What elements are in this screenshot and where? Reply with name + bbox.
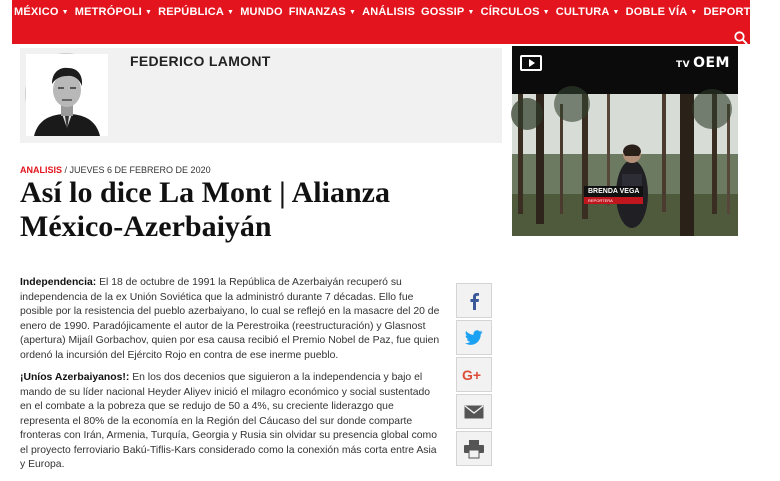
nav-item-metrópoli[interactable] bbox=[73, 6, 156, 18]
nav-item-méxico[interactable] bbox=[12, 6, 73, 18]
lower-third-role: REPORTERA bbox=[584, 197, 643, 204]
nav-item-república[interactable] bbox=[156, 6, 238, 18]
paragraph-text: En los dos decenios que siguieron a la independencia y bajo el mando de su líder nacional Heyder Aliyev inició el milagro económico y social sustentado en el combate a la pobreza que se redujo de 50 a 4%, su creciente liderazgo que representa el 80% de la economía en la Región del Cáucaso del sur donde comparte fronteras con Irán, Armenia, Turquía, Georgia y Rusia sin olvidar su presencia global como el proyecto ferroviario Bakú-Tiflis-Kars considerado como la conexión más corta entre Asia y Europa. bbox=[20, 372, 437, 470]
nav-item-cultura[interactable] bbox=[554, 6, 624, 18]
paragraph-lead: Independencia: bbox=[20, 277, 97, 288]
svg-text:G+: G+ bbox=[462, 366, 482, 383]
article-title: Así lo dice La Mont | Alianza México-Azerbaiyán bbox=[20, 176, 390, 243]
nav-item-label: MÉXICO bbox=[14, 6, 59, 18]
facebook-icon bbox=[467, 292, 481, 310]
nav-item-label: CULTURA bbox=[555, 6, 610, 18]
author-name[interactable]: FEDERICO LAMONT bbox=[130, 53, 271, 69]
main-nav bbox=[12, 0, 776, 44]
nav-item-gossip[interactable] bbox=[419, 6, 479, 18]
chevron-down-icon: ▼ bbox=[690, 8, 698, 16]
paragraph-text: El 18 de octubre de 1991 la República de Azerbaiyán recuperó su independencia de la ex Unión Soviética que la administró durante 7 décadas. Ello fue posible por la resistencia del pueblo azerbaiyano, lo cual se reflejó en la masacre del 20 de enero de 1990. Paradójicamente el autor de la Perestroika (reestructuración) y Glasnost (apertura) Mijaíl Gorbachov, quien por esa causa recibió el Premio Nobel de Paz, fue quien ordenó la incursión del Ejército Rojo en contra de ese inerme pueblo. bbox=[20, 277, 440, 361]
search-icon[interactable] bbox=[734, 31, 748, 45]
email-icon bbox=[464, 405, 484, 419]
chevron-down-icon: ▼ bbox=[467, 8, 475, 16]
author-avatar[interactable] bbox=[25, 53, 107, 135]
nav-item-finanzas[interactable] bbox=[287, 6, 360, 18]
chevron-down-icon: ▼ bbox=[227, 8, 235, 16]
chevron-down-icon: ▼ bbox=[61, 8, 69, 16]
video-frame bbox=[512, 94, 738, 236]
article-date: / JUEVES 6 DE FEBRERO DE 2020 bbox=[64, 165, 211, 175]
nav-item-label: DOBLE VÍA bbox=[625, 6, 688, 18]
google-plus-icon bbox=[462, 367, 486, 383]
nav-item-análisis[interactable] bbox=[360, 6, 419, 18]
chevron-down-icon: ▼ bbox=[348, 8, 357, 16]
nav-item-label: FINANZAS bbox=[288, 6, 346, 18]
nav-item-label: DEPORTES bbox=[703, 6, 766, 18]
nav-item-deportes[interactable] bbox=[702, 6, 780, 18]
paragraph-lead: ¡Uníos Azerbaiyanos!: bbox=[20, 372, 130, 383]
print-icon bbox=[464, 440, 484, 458]
nav-items bbox=[12, 6, 780, 18]
nav-item-label: MUNDO bbox=[240, 6, 283, 18]
play-icon[interactable] bbox=[520, 55, 542, 71]
paragraph-unios bbox=[20, 371, 440, 473]
chevron-down-icon: ▼ bbox=[144, 8, 153, 16]
chevron-down-icon: ▼ bbox=[768, 8, 776, 16]
nav-item-label: REPÚBLICA bbox=[158, 6, 225, 18]
author-box bbox=[20, 48, 502, 143]
lower-third-name: BRENDA VEGA bbox=[584, 186, 643, 197]
nav-item-label: GOSSIP bbox=[421, 6, 465, 18]
paragraph-independencia bbox=[20, 276, 440, 363]
category-link[interactable]: ANALISIS bbox=[20, 165, 63, 175]
nav-item-label: CÍRCULOS bbox=[480, 6, 540, 18]
nav-item-doble-vía[interactable] bbox=[624, 6, 702, 18]
chevron-down-icon: ▼ bbox=[542, 8, 550, 16]
share-twitter-button[interactable] bbox=[456, 320, 492, 355]
channel-logo: TV OEM bbox=[675, 55, 730, 71]
share-bar bbox=[456, 283, 492, 468]
share-google-plus-button[interactable] bbox=[456, 357, 492, 392]
video-player[interactable] bbox=[512, 46, 738, 236]
video-header bbox=[512, 46, 738, 94]
share-print-button[interactable] bbox=[456, 431, 492, 466]
twitter-icon bbox=[465, 330, 483, 345]
share-email-button[interactable] bbox=[456, 394, 492, 429]
article-meta bbox=[20, 165, 211, 175]
nav-item-label: ANÁLISIS bbox=[362, 6, 416, 18]
author-photo bbox=[26, 54, 108, 136]
chevron-down-icon: ▼ bbox=[612, 8, 620, 16]
nav-item-círculos[interactable] bbox=[479, 6, 554, 18]
video-lower-third bbox=[584, 186, 643, 204]
article-body bbox=[20, 276, 440, 481]
share-facebook-button[interactable] bbox=[456, 283, 492, 318]
nav-item-label: METRÓPOLI bbox=[74, 6, 142, 18]
nav-item-mundo[interactable] bbox=[238, 6, 287, 18]
